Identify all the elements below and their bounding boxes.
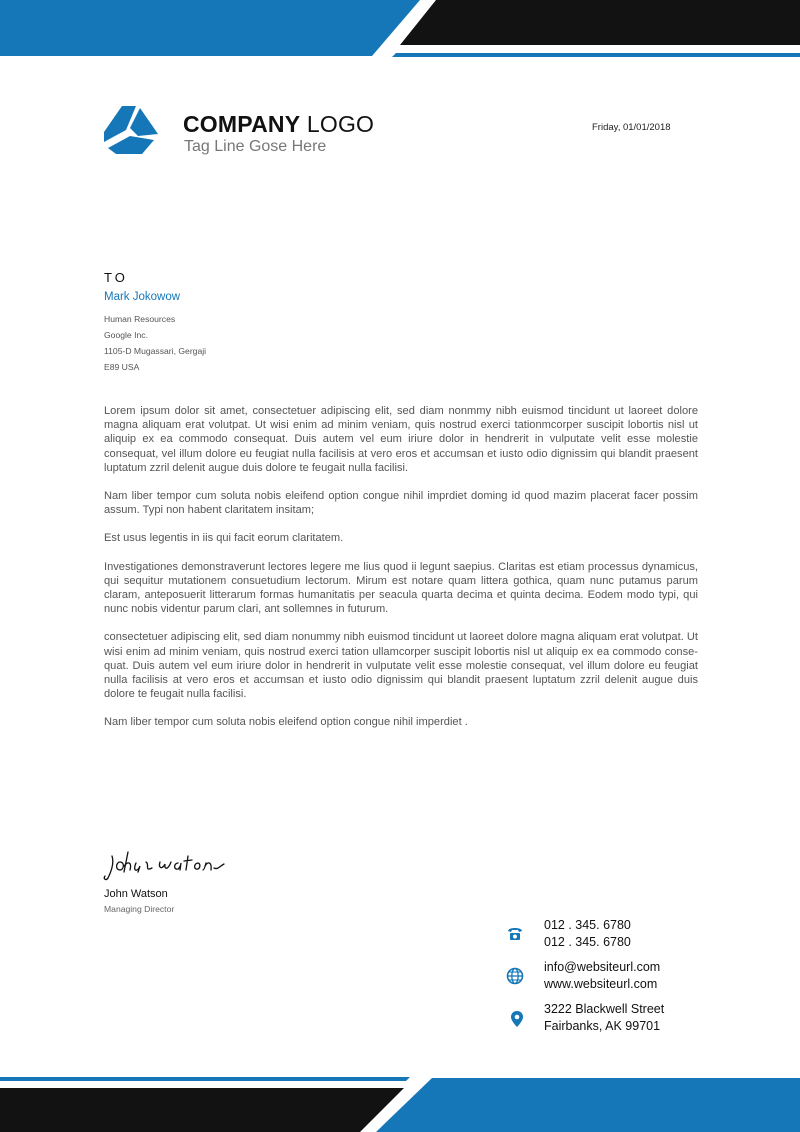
company-name — [183, 111, 374, 138]
company-name-bold: COMPANY — [183, 111, 301, 137]
city-address: Fairbanks, AK 99701 — [544, 1019, 661, 1033]
letter-body — [104, 404, 698, 744]
header-blue-band — [0, 0, 420, 56]
globe-icon — [506, 967, 524, 985]
signer-title: Managing Director — [104, 904, 175, 914]
footer-black-band — [0, 1088, 404, 1132]
email-address[interactable]: info@websiteurl.com — [544, 960, 661, 974]
body-paragraph: Nam liber tempor cum soluta nobis eleifend option congue nihil imprdiet doming id quod mazim placerat facer possim assum. Typi non habent claritatem insitam; — [104, 490, 698, 517]
footer-decoration — [0, 1074, 800, 1132]
letter-date: Friday, 01/01/2018 — [592, 122, 671, 133]
tagline: Tag Line Gose Here — [184, 138, 327, 155]
phone-number-2: 012 . 345. 6780 — [544, 935, 631, 949]
footer-blue-stripe — [0, 1077, 410, 1081]
company-logo-icon — [102, 104, 160, 156]
header-blue-stripe — [392, 53, 800, 57]
company-name-light: LOGO — [306, 111, 375, 137]
header-decoration — [0, 0, 800, 60]
footer-blue-band — [376, 1078, 800, 1132]
phone-icon — [506, 924, 524, 942]
street-address: 3222 Blackwell Street — [544, 1002, 665, 1016]
to-label: TO — [104, 270, 128, 285]
body-paragraph: consectetuer adipiscing elit, sed diam nonummy nibh euismod tincidunt ut laoreet dolore magna aliquam erat volutpat. Ut wisi enim ad minim veniam, quis nostrud exerci tation ullamcorper suscipit lobortis nisl ut aliquip ex ea commodo conse-quat. Duis autem vel eum iriure dolor in hendrerit in vulputate velit esse molestie consequat, vel illum dolore eu feugiat nulla facilisis at vero eros et accumsan et iusto odio dignissim qui blandit praesent luptatum zzril delenit augue duis dolore te feugait nulla facilisi. — [104, 631, 698, 701]
address-line: E89 USA — [104, 362, 140, 372]
map-pin-icon — [508, 1010, 526, 1028]
recipient-name: Mark Jokowow — [104, 291, 181, 303]
address-line: Human Resources — [104, 314, 176, 324]
address-line: Google Inc. — [104, 330, 148, 340]
body-paragraph: Lorem ipsum dolor sit amet, consectetuer adipiscing elit, sed diam nonmmy nibh euismod tincidunt ut laoreet dolore magna aliquam erat volutpat. Ut wisi enim ad minim veniam, quis nostrud exerci tationmcorper suscipit lobortis nisl ut aliquip ex ea commodo consequat. Duis autem vel eum iriure dolor in hendrerit in vulputate velit esse molestie consequat, vel illum dolore eu feugiat nulla facilisis at vero eros et accumsan et iusto odio dignissim qui blandit praesent luptatum zzril delenit augue duis dolore te feugait nulla facilisi. — [104, 405, 698, 474]
recipient-address — [104, 311, 206, 375]
header-black-band — [400, 0, 800, 45]
signer-name: John Watson — [104, 888, 168, 900]
address-line: 1105-D Mugassari, Gergaji — [104, 346, 207, 356]
body-paragraph: Est usus legentis in iis qui facit eorum claritatem. — [104, 532, 344, 545]
website-url[interactable]: www.websiteurl.com — [544, 977, 658, 991]
body-paragraph: Investigationes demonstraverunt lectores legere me lius quod ii legunt saepius. Claritas est etiam processus dynamicus, qui sequitur mutationem consuetudium lectorum. Mirum est notare quam littera gothica, quam nunc putamus parum claram, anteposuerit litterarum formas humanitatis per seacula quarta decima et quinta decima. Eodem modo typi, qui nunc nobis videntur parum clari, ant sollemnes in futurum. — [104, 560, 698, 616]
phone-number-1: 012 . 345. 6780 — [544, 918, 631, 932]
body-paragraph: Nam liber tempor cum soluta nobis eleifend option congue nihil imperdiet . — [104, 716, 468, 729]
handwritten-signature — [102, 848, 232, 882]
